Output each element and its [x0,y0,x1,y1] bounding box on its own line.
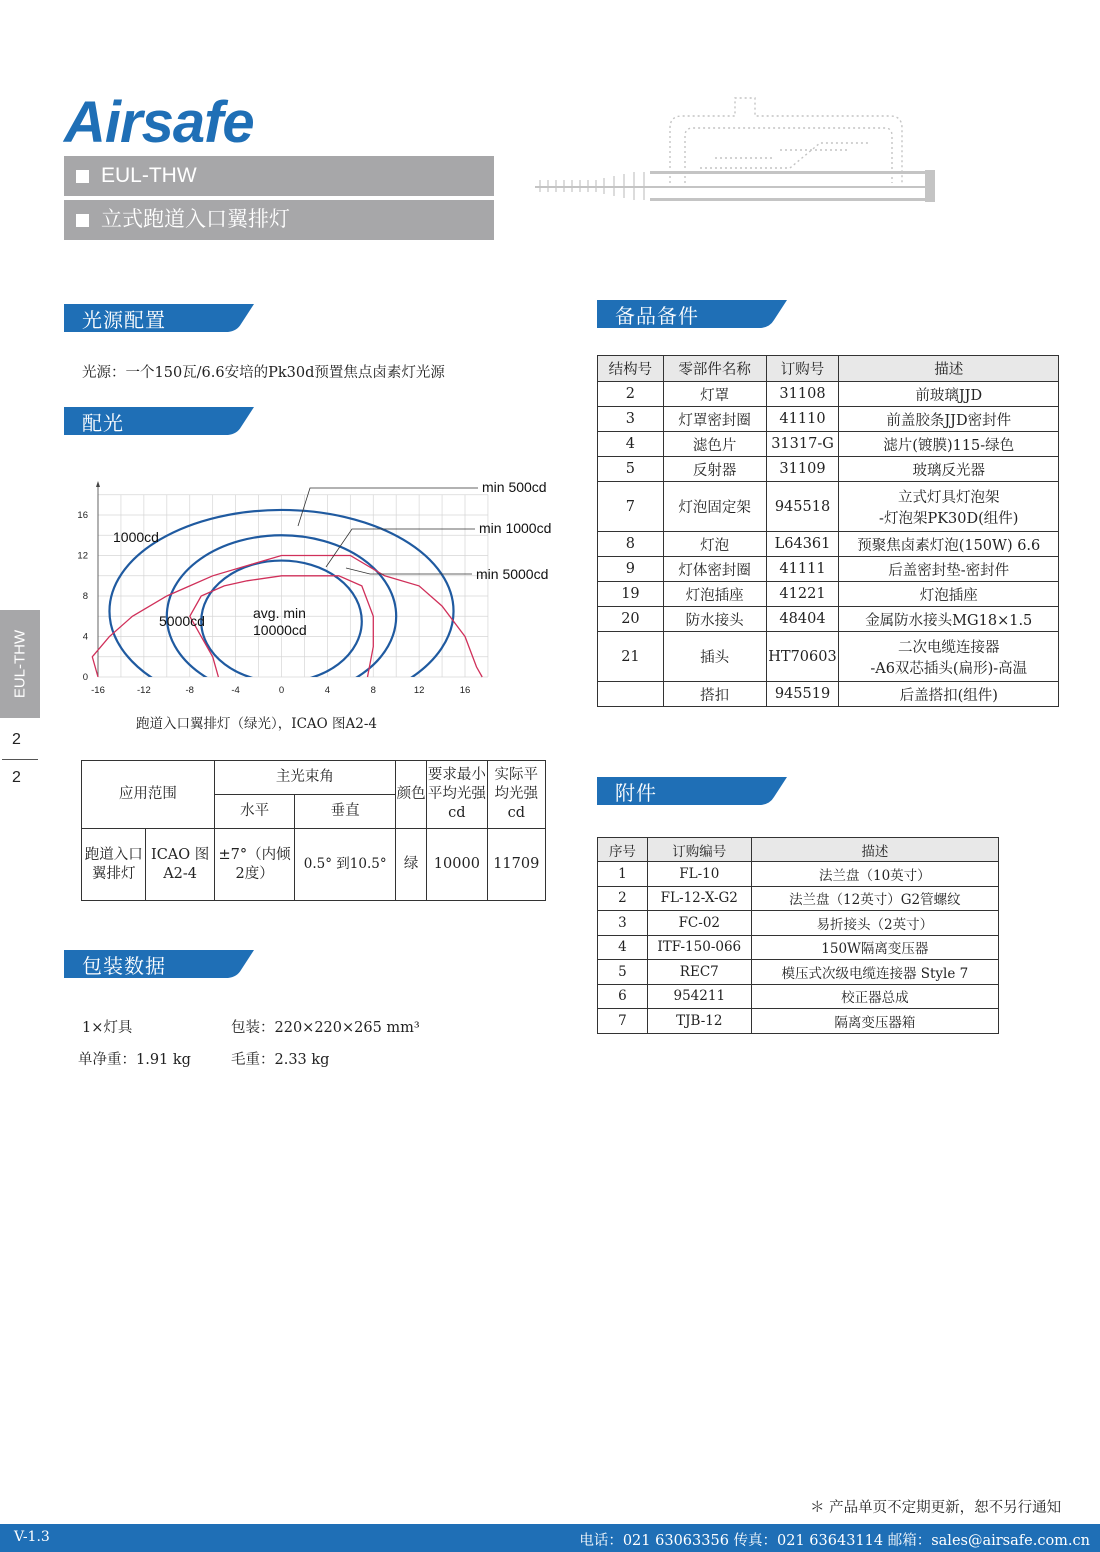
cell-required: 10000 [427,829,487,901]
y-tick-label: 12 [77,550,88,562]
square-bullet-icon [76,170,89,183]
x-tick-label: 4 [324,685,331,696]
y-axis-arrow-icon [96,481,100,487]
table-row [598,911,999,936]
spares-cell: 灯泡 [663,532,766,557]
section-title: 备品备件 [615,304,699,328]
accessories-cell: 7 [598,1009,648,1034]
header-vertical: 垂直 [295,795,396,829]
header-required-intensity: 要求最小平均光强cd [427,761,487,829]
accessories-cell: 校正器总成 [751,984,998,1009]
label-min-5000cd: min 5000cd [476,566,549,582]
spares-cell: 灯泡插座 [839,582,1059,607]
spares-cell: 9 [598,557,664,582]
accessories-cell: 1 [598,862,648,887]
section-title: 配光 [82,411,124,435]
spares-cell: 滤色片 [663,432,766,457]
square-bullet-icon [76,214,89,227]
y-tick-label: 0 [82,672,88,683]
chart-grid [98,495,488,677]
table-row [598,886,999,911]
spares-cell: 后盖密封垫-密封件 [839,557,1059,582]
spares-cell: 灯罩密封圈 [663,407,766,432]
accessories-cell: REC7 [647,960,751,985]
accessories-header-0: 序号 [598,838,648,862]
section-spares-header [597,300,787,332]
label-5000cd: 5000cd [159,613,205,629]
x-tick-label: 12 [413,685,425,696]
spares-cell: 945519 [766,682,839,707]
page-number-top: 2 [12,731,21,748]
cell-horizontal: ±7°（内倾2度） [214,829,295,901]
spares-cell: 滤片(镀膜)115-绿色 [839,432,1059,457]
cell-actual: 11709 [487,829,545,901]
label-10000cd: 10000cd [253,622,307,638]
spares-cell: 搭扣 [663,682,766,707]
accessories-cell: 隔离变压器箱 [751,1009,998,1034]
header-color: 颜色 [396,761,427,829]
spares-cell: 防水接头 [663,607,766,632]
spares-cell: 灯罩 [663,382,766,407]
accessories-cell: 法兰盘（12英寸）G2管螺纹 [751,886,998,911]
gross-weight: 毛重：2.33 kg [231,1052,330,1068]
packaging-qty: 1×灯具 [82,1020,133,1036]
page-number-bottom: 2 [12,769,21,786]
side-tab [0,610,40,718]
update-note: ＊ 产品单页不定期更新，恕不另行通知 [810,1500,1062,1516]
header-scope: 应用范围 [82,761,215,829]
spares-cell [598,682,664,707]
x-tick-label: -16 [91,685,105,696]
spares-cell: 31108 [766,382,839,407]
spares-cell: 31109 [766,457,839,482]
isocandela-chart [60,470,570,702]
spares-cell: 5 [598,457,664,482]
accessories-table [597,837,999,1034]
spares-cell: 后盖搭扣(组件) [839,682,1059,707]
spares-header-1: 零部件名称 [663,356,766,382]
section-accessories-header [597,777,787,809]
footer-bar [0,1524,1100,1552]
spares-cell: 8 [598,532,664,557]
table-row [598,482,1059,532]
spares-cell: 20 [598,607,664,632]
spares-header-2: 订购号 [766,356,839,382]
x-tick-label: 0 [278,685,285,696]
cell-standard: ICAO 图A2-4 [146,829,214,901]
spares-cell: 4 [598,432,664,457]
section-light-source-header [64,304,254,336]
spares-cell: 金属防水接头MG18×1.5 [839,607,1059,632]
table-row [598,407,1059,432]
spares-header-3: 描述 [839,356,1059,382]
accessories-cell: FL-10 [647,862,751,887]
spares-cell: 玻璃反光器 [839,457,1059,482]
accessories-cell: 954211 [647,984,751,1009]
spares-cell: L64361 [766,532,839,557]
brand-wordmark: Airsafe [64,92,254,152]
x-tick-label: 16 [459,685,471,696]
y-tick-label: 4 [82,631,88,643]
accessories-cell: 易折接头（2英寸） [751,911,998,936]
table-row [598,632,1059,682]
table-row [598,960,999,985]
header-actual-intensity: 实际平均光强cd [487,761,545,829]
usage-table [81,760,546,901]
x-tick-label: -4 [231,685,240,696]
table-row [598,862,999,887]
table-row [598,935,999,960]
airport-layout-illustration [530,88,940,216]
label-avg-min: avg. min [253,605,306,621]
airsafe-logo [62,92,324,152]
spares-cell: 前玻璃JJD [839,382,1059,407]
accessories-cell: 模压式次级电缆连接器 Style 7 [751,960,998,985]
spares-cell: 48404 [766,607,839,632]
accessories-cell: 4 [598,935,648,960]
accessories-cell: 2 [598,886,648,911]
spares-cell: 945518 [766,482,839,532]
spares-cell: 41110 [766,407,839,432]
spares-cell: HT70603 [766,632,839,682]
cell-color: 绿 [396,829,427,901]
section-title: 光源配置 [82,308,166,332]
accessories-cell: TJB-12 [647,1009,751,1034]
spares-cell: 19 [598,582,664,607]
accessories-header-2: 描述 [751,838,998,862]
spares-cell: 二次电缆连接器 -A6双芯插头(扁形)-高温 [839,632,1059,682]
y-tick-label: 16 [77,510,88,521]
section-title: 包装数据 [82,954,166,978]
table-row [598,1009,999,1034]
net-weight: 单净重：1.91 kg [78,1052,191,1068]
chart-annotations [113,479,551,638]
cell-application: 跑道入口翼排灯 [82,829,146,901]
light-source-text: 光源：一个150瓦/6.6安培的Pk30d预置焦点卤素灯光源 [82,365,445,381]
side-tab-label: EUL-THW [11,629,29,699]
table-row [598,532,1059,557]
label-min-500cd: min 500cd [482,479,547,495]
accessories-cell: FL-12-X-G2 [647,886,751,911]
accessories-header-1: 订购编号 [647,838,751,862]
section-packaging-header [64,950,254,982]
product-name: 立式跑道入口翼排灯 [101,208,290,231]
spares-cell: 立式灯具灯泡架 -灯泡架PK30D(组件) [839,482,1059,532]
product-name-bar [64,200,494,240]
y-tick-label: 8 [82,591,88,602]
spares-table [597,355,1059,707]
x-tick-label: -12 [137,685,151,696]
header-horizontal: 水平 [214,795,295,829]
spares-header-0: 结构号 [598,356,664,382]
spares-cell: 21 [598,632,664,682]
header-main-beam: 主光束角 [214,761,395,795]
accessories-cell: 法兰盘（10英寸） [751,862,998,887]
x-tick-label: 8 [370,685,376,696]
cell-vertical: 0.5° 到10.5° [295,829,396,901]
accessories-cell: ITF-150-066 [647,935,751,960]
table-row [598,682,1059,707]
version-label: V-1.3 [14,1529,50,1545]
section-light-distribution-header [64,407,254,439]
table-row [598,984,999,1009]
page-number-divider [2,759,38,760]
spares-cell: 31317-G [766,432,839,457]
table-row [598,457,1059,482]
spares-cell: 41221 [766,582,839,607]
model-code: EUL-THW [101,164,197,187]
x-tick-label: -8 [185,685,194,696]
spares-cell: 灯泡插座 [663,582,766,607]
spares-cell: 3 [598,407,664,432]
accessories-cell: 6 [598,984,648,1009]
accessories-cell: 3 [598,911,648,936]
spares-cell: 插头 [663,632,766,682]
table-row [598,557,1059,582]
contact-info: 电话：021 63063356 传真：021 63643114 邮箱：sales@airsafe.com.cn [579,1533,1090,1549]
table-row [598,432,1059,457]
accessories-cell: 150W隔离变压器 [751,935,998,960]
label-1000cd: 1000cd [113,529,159,545]
chart-caption: 跑道入口翼排灯（绿光），ICAO 图A2-4 [136,716,378,732]
packaging-size: 包装：220×220×265 mm³ [231,1020,420,1036]
spares-cell: 反射器 [663,457,766,482]
spares-cell: 灯体密封圈 [663,557,766,582]
table-row [598,582,1059,607]
spares-cell: 预聚焦卤素灯泡(150W) 6.6 [839,532,1059,557]
accessories-cell: 5 [598,960,648,985]
spares-cell: 41111 [766,557,839,582]
label-min-1000cd: min 1000cd [479,520,552,536]
spares-cell: 2 [598,382,664,407]
spares-cell: 7 [598,482,664,532]
spares-cell: 灯泡固定架 [663,482,766,532]
spares-cell: 前盖胶条JJD密封件 [839,407,1059,432]
section-title: 附件 [615,781,657,805]
table-row [598,607,1059,632]
model-bar [64,156,494,196]
accessories-cell: FC-02 [647,911,751,936]
table-row [598,382,1059,407]
